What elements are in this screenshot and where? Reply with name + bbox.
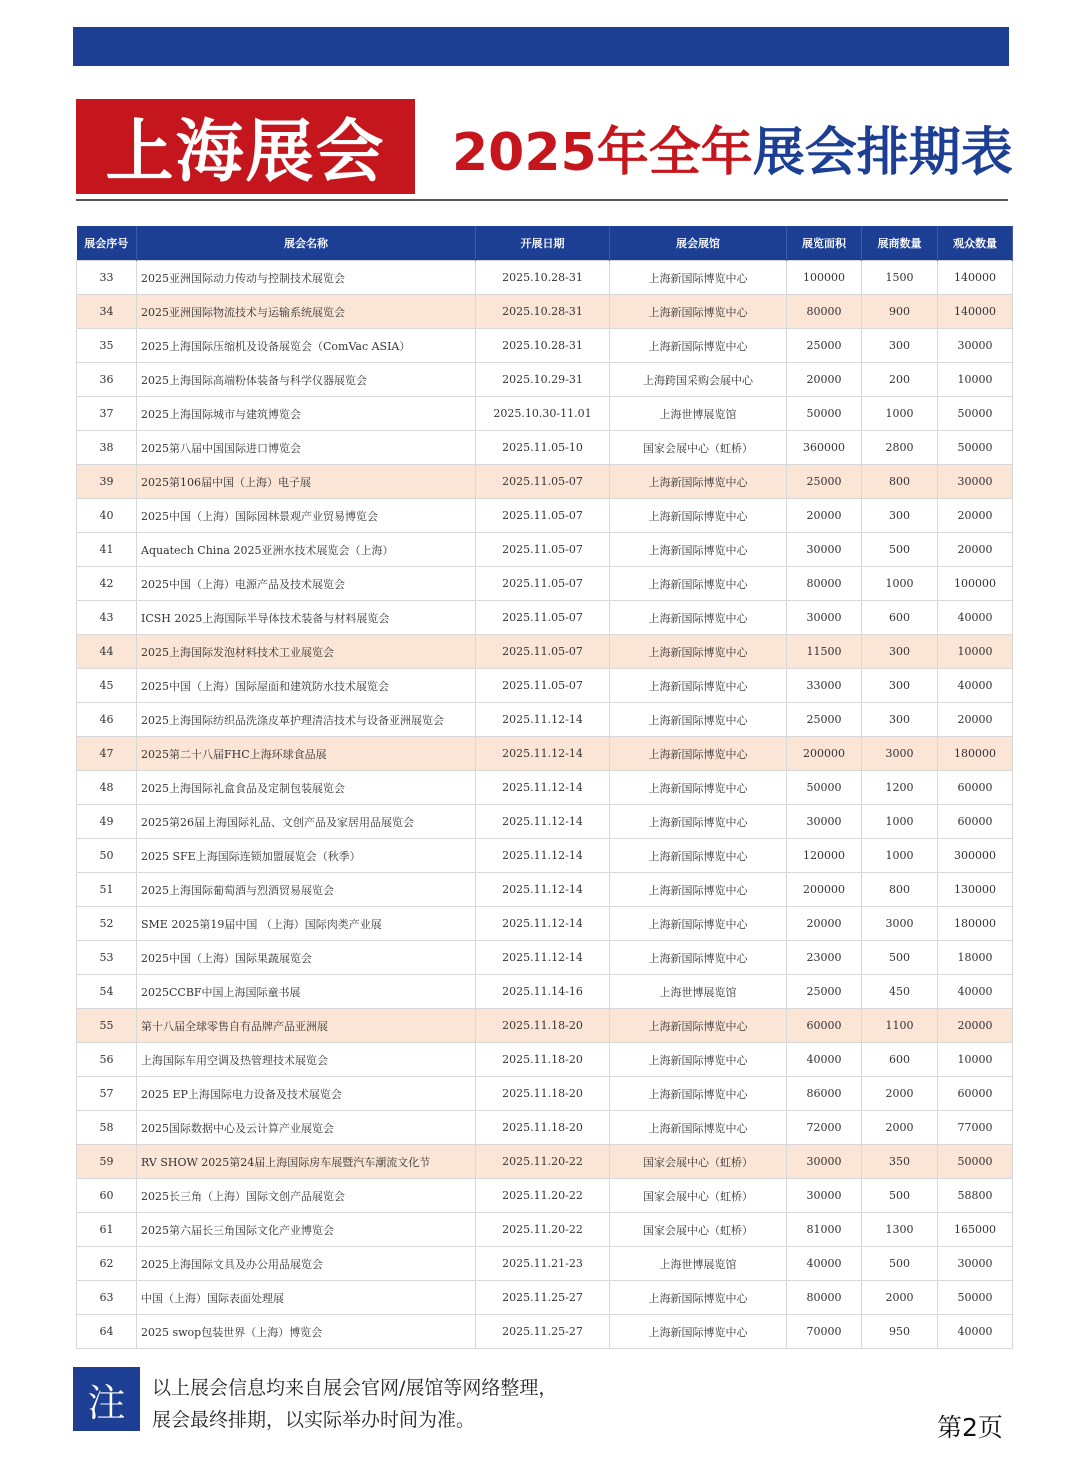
cell-venue: 上海新国际博览中心 — [610, 771, 787, 805]
table-row — [77, 397, 1013, 431]
column-header-date: 开展日期 — [476, 226, 610, 261]
cell-area: 33000 — [787, 669, 862, 703]
cell-visitors: 30000 — [938, 1247, 1013, 1281]
cell-venue: 上海新国际博览中心 — [610, 1077, 787, 1111]
column-header-no: 展会序号 — [77, 226, 137, 261]
cell-exhibitors: 2000 — [862, 1281, 938, 1315]
table-row — [77, 737, 1013, 771]
cell-area: 30000 — [787, 601, 862, 635]
cell-no: 61 — [77, 1213, 137, 1247]
cell-name: 2025上海国际礼盒食品及定制包装展览会 — [137, 771, 476, 805]
cell-area: 80000 — [787, 567, 862, 601]
cell-name: 2025第106届中国（上海）电子展 — [137, 465, 476, 499]
cell-name: RV SHOW 2025第24届上海国际房车展暨汽车潮流文化节 — [137, 1145, 476, 1179]
cell-no: 50 — [77, 839, 137, 873]
cell-name: 2025中国（上海）电源产品及技术展览会 — [137, 567, 476, 601]
cell-venue: 上海世博展览馆 — [610, 397, 787, 431]
table-row — [77, 1077, 1013, 1111]
cell-visitors: 140000 — [938, 261, 1013, 295]
cell-name: 第十八届全球零售自有品牌产品亚洲展 — [137, 1009, 476, 1043]
cell-date: 2025.11.12-14 — [476, 907, 610, 941]
column-header-exhibitors: 展商数量 — [862, 226, 938, 261]
table-row — [77, 1145, 1013, 1179]
cell-venue: 上海新国际博览中心 — [610, 465, 787, 499]
cell-name: 2025上海国际纺织品洗涤皮革护理清洁技术与设备亚洲展览会 — [137, 703, 476, 737]
cell-name: 2025 swop包装世界（上海）博览会 — [137, 1315, 476, 1349]
cell-date: 2025.11.12-14 — [476, 941, 610, 975]
cell-area: 86000 — [787, 1077, 862, 1111]
table-row — [77, 975, 1013, 1009]
cell-area: 25000 — [787, 703, 862, 737]
cell-name: 2025第二十八届FHC上海环球食品展 — [137, 737, 476, 771]
cell-exhibitors: 1000 — [862, 839, 938, 873]
cell-date: 2025.11.18-20 — [476, 1111, 610, 1145]
cell-date: 2025.11.25-27 — [476, 1315, 610, 1349]
cell-no: 38 — [77, 431, 137, 465]
table-row — [77, 669, 1013, 703]
cell-exhibitors: 1300 — [862, 1213, 938, 1247]
cell-exhibitors: 350 — [862, 1145, 938, 1179]
cell-date: 2025.11.05-07 — [476, 499, 610, 533]
cell-exhibitors: 3000 — [862, 737, 938, 771]
cell-area: 50000 — [787, 397, 862, 431]
cell-area: 60000 — [787, 1009, 862, 1043]
cell-exhibitors: 1200 — [862, 771, 938, 805]
cell-name: 上海国际车用空调及热管理技术展览会 — [137, 1043, 476, 1077]
cell-date: 2025.11.25-27 — [476, 1281, 610, 1315]
cell-venue: 上海新国际博览中心 — [610, 567, 787, 601]
table-row — [77, 295, 1013, 329]
cell-exhibitors: 1500 — [862, 261, 938, 295]
cell-visitors: 300000 — [938, 839, 1013, 873]
note-label: 注 — [73, 1367, 140, 1431]
cell-date: 2025.11.05-10 — [476, 431, 610, 465]
note-line-2: 展会最终排期，以实际举办时间为准。 — [152, 1409, 476, 1431]
cell-area: 30000 — [787, 805, 862, 839]
cell-name: 2025长三角（上海）国际文创产品展览会 — [137, 1179, 476, 1213]
column-header-visitors: 观众数量 — [938, 226, 1013, 261]
cell-name: 2025亚洲国际物流技术与运输系统展览会 — [137, 295, 476, 329]
subtitle-year: 2025年全年 — [452, 122, 753, 183]
cell-area: 30000 — [787, 1145, 862, 1179]
cell-name: 2025中国（上海）国际果蔬展览会 — [137, 941, 476, 975]
note-line-1: 以上展会信息均来自展会官网/展馆等网络整理， — [152, 1377, 558, 1399]
cell-date: 2025.10.28-31 — [476, 261, 610, 295]
cell-venue: 上海新国际博览中心 — [610, 635, 787, 669]
cell-date: 2025.11.20-22 — [476, 1213, 610, 1247]
cell-venue: 上海新国际博览中心 — [610, 499, 787, 533]
cell-no: 56 — [77, 1043, 137, 1077]
cell-date: 2025.11.05-07 — [476, 465, 610, 499]
cell-area: 25000 — [787, 975, 862, 1009]
cell-venue: 上海新国际博览中心 — [610, 907, 787, 941]
cell-area: 120000 — [787, 839, 862, 873]
cell-name: 2025国际数据中心及云计算产业展览会 — [137, 1111, 476, 1145]
table-row — [77, 465, 1013, 499]
cell-visitors: 20000 — [938, 703, 1013, 737]
cell-name: 2025第26届上海国际礼品、文创产品及家居用品展览会 — [137, 805, 476, 839]
subtitle-schedule: 展会排期表 — [752, 122, 1013, 183]
cell-area: 25000 — [787, 465, 862, 499]
cell-no: 37 — [77, 397, 137, 431]
cell-visitors: 180000 — [938, 737, 1013, 771]
cell-date: 2025.11.20-22 — [476, 1145, 610, 1179]
cell-visitors: 77000 — [938, 1111, 1013, 1145]
cell-visitors: 20000 — [938, 499, 1013, 533]
cell-area: 360000 — [787, 431, 862, 465]
cell-date: 2025.11.18-20 — [476, 1077, 610, 1111]
cell-name: SME 2025第19届中国 （上海）国际肉类产业展 — [137, 907, 476, 941]
table-row — [77, 1179, 1013, 1213]
cell-area: 20000 — [787, 363, 862, 397]
cell-visitors: 20000 — [938, 1009, 1013, 1043]
page-title: 上海展会 — [76, 99, 415, 194]
cell-exhibitors: 3000 — [862, 907, 938, 941]
table-row — [77, 363, 1013, 397]
cell-no: 59 — [77, 1145, 137, 1179]
cell-no: 48 — [77, 771, 137, 805]
cell-area: 72000 — [787, 1111, 862, 1145]
cell-exhibitors: 2000 — [862, 1111, 938, 1145]
column-header-name: 展会名称 — [137, 226, 476, 261]
cell-exhibitors: 500 — [862, 533, 938, 567]
cell-date: 2025.11.21-23 — [476, 1247, 610, 1281]
cell-visitors: 60000 — [938, 805, 1013, 839]
cell-exhibitors: 450 — [862, 975, 938, 1009]
cell-name: 中国（上海）国际表面处理展 — [137, 1281, 476, 1315]
cell-no: 60 — [77, 1179, 137, 1213]
table-row — [77, 329, 1013, 363]
table-row — [77, 1111, 1013, 1145]
table-row — [77, 1213, 1013, 1247]
table-row — [77, 635, 1013, 669]
cell-area: 20000 — [787, 907, 862, 941]
cell-venue: 上海新国际博览中心 — [610, 805, 787, 839]
cell-visitors: 30000 — [938, 329, 1013, 363]
table-header-row — [77, 226, 1013, 261]
table-row — [77, 533, 1013, 567]
table-row — [77, 1315, 1013, 1349]
cell-exhibitors: 200 — [862, 363, 938, 397]
cell-venue: 上海新国际博览中心 — [610, 941, 787, 975]
cell-visitors: 50000 — [938, 1145, 1013, 1179]
cell-visitors: 140000 — [938, 295, 1013, 329]
cell-name: 2025第六届长三角国际文化产业博览会 — [137, 1213, 476, 1247]
cell-name: 2025上海国际城市与建筑博览会 — [137, 397, 476, 431]
cell-name: 2025中国（上海）国际园林景观产业贸易博览会 — [137, 499, 476, 533]
cell-name: Aquatech China 2025亚洲水技术展览会（上海） — [137, 533, 476, 567]
cell-area: 20000 — [787, 499, 862, 533]
cell-venue: 国家会展中心（虹桥） — [610, 1213, 787, 1247]
cell-area: 11500 — [787, 635, 862, 669]
cell-date: 2025.11.12-14 — [476, 737, 610, 771]
cell-visitors: 58800 — [938, 1179, 1013, 1213]
cell-visitors: 10000 — [938, 363, 1013, 397]
cell-visitors: 20000 — [938, 533, 1013, 567]
page-number: 第2页 — [937, 1413, 1003, 1442]
cell-no: 53 — [77, 941, 137, 975]
cell-name: 2025中国（上海）国际屋面和建筑防水技术展览会 — [137, 669, 476, 703]
cell-date: 2025.11.05-07 — [476, 669, 610, 703]
cell-date: 2025.11.05-07 — [476, 533, 610, 567]
cell-visitors: 50000 — [938, 431, 1013, 465]
cell-date: 2025.11.12-14 — [476, 703, 610, 737]
cell-no: 49 — [77, 805, 137, 839]
table-row — [77, 873, 1013, 907]
cell-venue: 国家会展中心（虹桥） — [610, 431, 787, 465]
cell-exhibitors: 300 — [862, 703, 938, 737]
table-row — [77, 261, 1013, 295]
cell-no: 45 — [77, 669, 137, 703]
cell-exhibitors: 300 — [862, 499, 938, 533]
cell-area: 100000 — [787, 261, 862, 295]
table-row — [77, 907, 1013, 941]
cell-no: 52 — [77, 907, 137, 941]
exhibition-schedule-table — [76, 226, 1013, 1349]
cell-no: 34 — [77, 295, 137, 329]
column-header-venue: 展会展馆 — [610, 226, 787, 261]
cell-visitors: 180000 — [938, 907, 1013, 941]
cell-no: 62 — [77, 1247, 137, 1281]
cell-area: 200000 — [787, 737, 862, 771]
cell-area: 30000 — [787, 1179, 862, 1213]
cell-name: 2025第八届中国国际进口博览会 — [137, 431, 476, 465]
cell-exhibitors: 2800 — [862, 431, 938, 465]
cell-exhibitors: 500 — [862, 941, 938, 975]
cell-date: 2025.11.05-07 — [476, 601, 610, 635]
cell-date: 2025.10.28-31 — [476, 295, 610, 329]
table-row — [77, 499, 1013, 533]
cell-visitors: 18000 — [938, 941, 1013, 975]
cell-venue: 上海新国际博览中心 — [610, 839, 787, 873]
cell-date: 2025.11.05-07 — [476, 635, 610, 669]
cell-exhibitors: 600 — [862, 601, 938, 635]
cell-name: 2025上海国际压缩机及设备展览会（ComVac ASIA） — [137, 329, 476, 363]
column-header-area: 展览面积 — [787, 226, 862, 261]
cell-name: ICSH 2025上海国际半导体技术装备与材料展览会 — [137, 601, 476, 635]
cell-exhibitors: 300 — [862, 669, 938, 703]
cell-venue: 上海新国际博览中心 — [610, 669, 787, 703]
cell-venue: 上海新国际博览中心 — [610, 1043, 787, 1077]
cell-visitors: 40000 — [938, 669, 1013, 703]
cell-venue: 上海新国际博览中心 — [610, 261, 787, 295]
cell-no: 44 — [77, 635, 137, 669]
cell-visitors: 100000 — [938, 567, 1013, 601]
table-row — [77, 431, 1013, 465]
table-row — [77, 601, 1013, 635]
cell-venue: 国家会展中心（虹桥） — [610, 1145, 787, 1179]
cell-exhibitors: 900 — [862, 295, 938, 329]
cell-exhibitors: 500 — [862, 1247, 938, 1281]
cell-area: 40000 — [787, 1247, 862, 1281]
cell-area: 50000 — [787, 771, 862, 805]
table-row — [77, 771, 1013, 805]
cell-name: 2025上海国际高端粉体装备与科学仪器展览会 — [137, 363, 476, 397]
cell-visitors: 40000 — [938, 1315, 1013, 1349]
cell-venue: 国家会展中心（虹桥） — [610, 1179, 787, 1213]
cell-exhibitors: 1000 — [862, 567, 938, 601]
cell-name: 2025上海国际文具及办公用品展览会 — [137, 1247, 476, 1281]
cell-visitors: 50000 — [938, 1281, 1013, 1315]
cell-no: 40 — [77, 499, 137, 533]
table-row — [77, 805, 1013, 839]
table-row — [77, 703, 1013, 737]
cell-visitors: 10000 — [938, 635, 1013, 669]
table-body — [77, 261, 1013, 1349]
table-row — [77, 1009, 1013, 1043]
cell-visitors: 10000 — [938, 1043, 1013, 1077]
top-banner-bar — [73, 27, 1009, 66]
cell-no: 55 — [77, 1009, 137, 1043]
cell-venue: 上海新国际博览中心 — [610, 601, 787, 635]
cell-area: 80000 — [787, 1281, 862, 1315]
cell-date: 2025.11.05-07 — [476, 567, 610, 601]
cell-area: 70000 — [787, 1315, 862, 1349]
cell-exhibitors: 1100 — [862, 1009, 938, 1043]
cell-venue: 上海新国际博览中心 — [610, 1009, 787, 1043]
cell-venue: 上海新国际博览中心 — [610, 1281, 787, 1315]
cell-venue: 上海世博展览馆 — [610, 1247, 787, 1281]
cell-no: 46 — [77, 703, 137, 737]
cell-no: 42 — [77, 567, 137, 601]
cell-date: 2025.11.12-14 — [476, 839, 610, 873]
cell-visitors: 50000 — [938, 397, 1013, 431]
cell-area: 200000 — [787, 873, 862, 907]
cell-venue: 上海跨国采购会展中心 — [610, 363, 787, 397]
cell-date: 2025.10.30-11.01 — [476, 397, 610, 431]
cell-exhibitors: 800 — [862, 873, 938, 907]
cell-exhibitors: 2000 — [862, 1077, 938, 1111]
cell-exhibitors: 800 — [862, 465, 938, 499]
cell-venue: 上海新国际博览中心 — [610, 1315, 787, 1349]
cell-exhibitors: 600 — [862, 1043, 938, 1077]
table-row — [77, 1043, 1013, 1077]
cell-venue: 上海新国际博览中心 — [610, 703, 787, 737]
cell-date: 2025.11.18-20 — [476, 1009, 610, 1043]
cell-visitors: 60000 — [938, 771, 1013, 805]
cell-venue: 上海新国际博览中心 — [610, 1111, 787, 1145]
cell-no: 64 — [77, 1315, 137, 1349]
table-row — [77, 839, 1013, 873]
cell-name: 2025上海国际发泡材料技术工业展览会 — [137, 635, 476, 669]
cell-date: 2025.11.18-20 — [476, 1043, 610, 1077]
cell-visitors: 60000 — [938, 1077, 1013, 1111]
table-row — [77, 1281, 1013, 1315]
cell-venue: 上海新国际博览中心 — [610, 329, 787, 363]
table-row — [77, 567, 1013, 601]
cell-date: 2025.11.12-14 — [476, 873, 610, 907]
cell-area: 30000 — [787, 533, 862, 567]
cell-no: 57 — [77, 1077, 137, 1111]
cell-area: 81000 — [787, 1213, 862, 1247]
cell-no: 43 — [77, 601, 137, 635]
cell-date: 2025.11.14-16 — [476, 975, 610, 1009]
cell-visitors: 165000 — [938, 1213, 1013, 1247]
cell-venue: 上海新国际博览中心 — [610, 737, 787, 771]
cell-venue: 上海世博展览馆 — [610, 975, 787, 1009]
cell-date: 2025.10.29-31 — [476, 363, 610, 397]
table-row — [77, 1247, 1013, 1281]
cell-area: 40000 — [787, 1043, 862, 1077]
cell-no: 41 — [77, 533, 137, 567]
cell-exhibitors: 1000 — [862, 805, 938, 839]
cell-no: 39 — [77, 465, 137, 499]
cell-exhibitors: 300 — [862, 635, 938, 669]
cell-no: 35 — [77, 329, 137, 363]
cell-venue: 上海新国际博览中心 — [610, 533, 787, 567]
cell-no: 33 — [77, 261, 137, 295]
title-divider — [76, 199, 1008, 201]
cell-date: 2025.10.28-31 — [476, 329, 610, 363]
cell-exhibitors: 950 — [862, 1315, 938, 1349]
cell-area: 25000 — [787, 329, 862, 363]
cell-no: 63 — [77, 1281, 137, 1315]
cell-no: 47 — [77, 737, 137, 771]
cell-visitors: 130000 — [938, 873, 1013, 907]
cell-venue: 上海新国际博览中心 — [610, 873, 787, 907]
cell-no: 54 — [77, 975, 137, 1009]
cell-visitors: 40000 — [938, 975, 1013, 1009]
cell-name: 2025 SFE上海国际连锁加盟展览会（秋季） — [137, 839, 476, 873]
cell-venue: 上海新国际博览中心 — [610, 295, 787, 329]
table-row — [77, 941, 1013, 975]
cell-exhibitors: 300 — [862, 329, 938, 363]
cell-date: 2025.11.12-14 — [476, 771, 610, 805]
cell-name: 2025CCBF中国上海国际童书展 — [137, 975, 476, 1009]
cell-name: 2025上海国际葡萄酒与烈酒贸易展览会 — [137, 873, 476, 907]
cell-area: 23000 — [787, 941, 862, 975]
cell-exhibitors: 1000 — [862, 397, 938, 431]
cell-date: 2025.11.12-14 — [476, 805, 610, 839]
cell-area: 80000 — [787, 295, 862, 329]
page-subtitle — [452, 112, 1013, 182]
cell-no: 51 — [77, 873, 137, 907]
cell-visitors: 30000 — [938, 465, 1013, 499]
cell-no: 58 — [77, 1111, 137, 1145]
cell-no: 36 — [77, 363, 137, 397]
cell-name: 2025亚洲国际动力传动与控制技术展览会 — [137, 261, 476, 295]
cell-visitors: 40000 — [938, 601, 1013, 635]
cell-exhibitors: 500 — [862, 1179, 938, 1213]
cell-name: 2025 EP上海国际电力设备及技术展览会 — [137, 1077, 476, 1111]
cell-date: 2025.11.20-22 — [476, 1179, 610, 1213]
